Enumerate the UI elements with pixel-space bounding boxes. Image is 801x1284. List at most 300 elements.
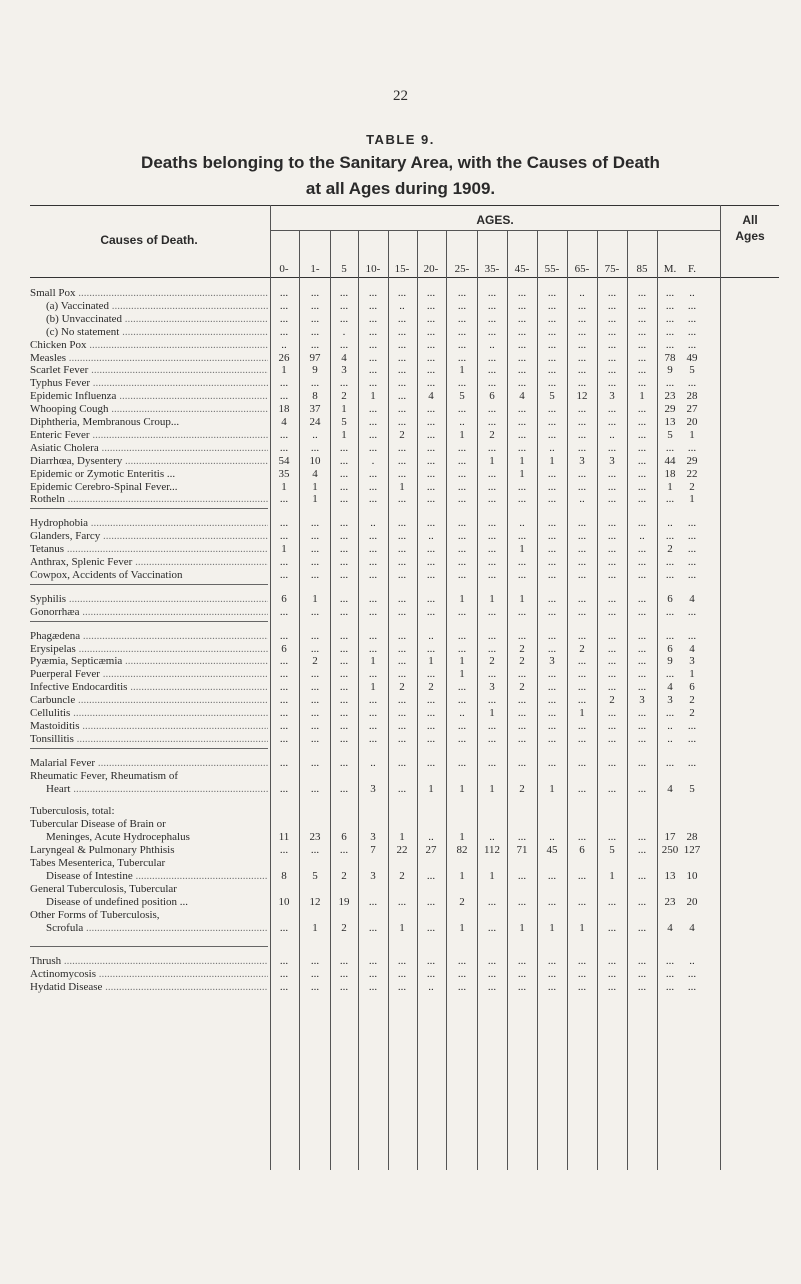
count-cell: ... (339, 694, 349, 707)
count-cell: ... (339, 668, 349, 681)
age-column-header: 5 (341, 263, 347, 275)
count-cell: 6 (667, 592, 673, 605)
count-cell: 6 (489, 390, 495, 403)
count-cell: ... (426, 364, 436, 377)
section-separator (30, 946, 268, 947)
count-cell: ... (517, 756, 527, 769)
age-column-header: 75- (604, 263, 620, 275)
count-cell: ... (547, 364, 557, 377)
count-cell: 8 (281, 869, 287, 882)
count-cell: 54 (278, 454, 290, 467)
count-cell: 1 (459, 831, 465, 844)
count-cell: ... (457, 517, 467, 530)
count-cell: ... (397, 556, 407, 568)
count-cell: ... (279, 325, 289, 338)
count-cell: ... (310, 694, 320, 707)
count-cell: 4 (689, 642, 695, 655)
count-cell: ... (687, 441, 697, 454)
count-cell: ... (368, 467, 378, 480)
count-cell: ... (397, 364, 407, 377)
count-cell: ... (368, 668, 378, 681)
count-cell: ... (339, 642, 349, 655)
table-row (30, 543, 779, 557)
count-cell: ... (368, 351, 378, 364)
count-cell: ... (637, 299, 647, 312)
count-cell: 3 (667, 694, 673, 707)
count-cell: ... (637, 681, 647, 694)
count-cell: ... (310, 968, 320, 981)
table-row (30, 455, 779, 469)
count-cell: ... (547, 287, 557, 299)
count-cell: .. (281, 338, 287, 351)
cause-label: Infective Endocarditis ..... (30, 681, 268, 693)
count-cell: ... (547, 467, 557, 480)
count-cell: 18 (664, 467, 676, 480)
count-cell: ... (517, 955, 527, 968)
count-cell: ... (547, 955, 557, 968)
count-cell: 3 (341, 364, 347, 377)
count-cell: ... (487, 629, 497, 642)
count-cell: ... (457, 299, 467, 312)
count-cell: ... (547, 299, 557, 312)
count-cell: 1 (428, 655, 434, 668)
count-cell: 3 (609, 390, 615, 403)
count-cell: ... (607, 530, 617, 543)
count-cell: 2 (667, 543, 673, 556)
count-cell: 97 (309, 351, 321, 364)
count-cell: ... (487, 543, 497, 556)
count-cell: ... (637, 895, 647, 908)
count-cell: ... (310, 707, 320, 719)
count-cell: ... (310, 517, 320, 530)
count-cell: ... (339, 517, 349, 530)
count-cell: ... (487, 694, 497, 707)
count-cell: ... (397, 441, 407, 454)
count-cell: ... (637, 480, 647, 493)
table-row (30, 442, 779, 456)
count-cell: 10 (278, 895, 290, 908)
count-cell: 5 (689, 782, 695, 795)
count-cell: ... (637, 377, 647, 390)
count-cell: ... (279, 955, 289, 968)
cause-label: Disease of Intestine ..... (30, 870, 268, 882)
cause-label: Erysipelas ..... (30, 643, 268, 655)
count-cell: 3 (579, 454, 585, 467)
count-cell: ... (487, 605, 497, 618)
table-title (60, 150, 741, 202)
count-cell: ... (665, 981, 675, 994)
cause-label: Epidemic Cerebro-Spinal Fever... (30, 480, 178, 493)
count-cell: ... (339, 707, 349, 719)
count-cell: ... (517, 493, 527, 506)
count-cell: ... (457, 719, 467, 732)
cause-label: Thrush ..... (30, 955, 268, 967)
count-cell: ... (637, 543, 647, 556)
count-cell: 18 (278, 403, 290, 416)
count-cell: .. (459, 707, 465, 719)
count-cell: ... (397, 530, 407, 543)
count-cell: ... (339, 955, 349, 968)
count-cell: ... (368, 694, 378, 707)
count-cell: 1 (549, 921, 555, 934)
count-cell: ... (517, 351, 527, 364)
table-row (30, 655, 779, 669)
count-cell: ... (547, 694, 557, 707)
count-cell: ... (637, 467, 647, 480)
count-cell: ... (547, 681, 557, 694)
count-cell: ... (607, 719, 617, 732)
table-row (30, 326, 779, 340)
age-column-header: 45- (514, 263, 530, 275)
count-cell: ... (397, 351, 407, 364)
count-cell: ... (687, 517, 697, 530)
count-cell: .. (639, 530, 645, 543)
count-cell: ... (310, 312, 320, 325)
count-cell: ... (310, 955, 320, 968)
count-cell: ... (397, 416, 407, 428)
table-row (30, 606, 779, 620)
count-cell: ... (547, 642, 557, 655)
count-cell: ... (279, 428, 289, 441)
count-cell: ... (279, 530, 289, 543)
count-cell: ... (426, 694, 436, 707)
count-cell: ... (577, 732, 587, 745)
count-cell: 1 (489, 869, 495, 882)
count-cell: ... (310, 377, 320, 390)
count-cell: 28 (686, 831, 698, 844)
count-cell: ... (577, 719, 587, 732)
causes-header: Causes of Death. (100, 233, 198, 247)
count-cell: 1 (459, 869, 465, 882)
count-cell: ... (368, 895, 378, 908)
count-cell: ... (487, 530, 497, 543)
cause-label: Cellulitis ..... (30, 707, 268, 719)
count-cell: 71 (516, 844, 528, 857)
count-cell: ... (426, 454, 436, 467)
count-cell: ... (457, 568, 467, 581)
count-cell: ... (487, 568, 497, 581)
count-cell: ... (577, 351, 587, 364)
count-cell: 2 (689, 480, 695, 493)
count-cell: ... (339, 782, 349, 795)
count-cell: ... (368, 629, 378, 642)
count-cell: 2 (399, 869, 405, 882)
count-cell: ... (577, 467, 587, 480)
count-cell: 4 (519, 390, 525, 403)
table-row (30, 694, 779, 708)
cause-label: Actinomycosis ..... (30, 968, 268, 980)
count-cell: ... (517, 568, 527, 581)
count-cell: ... (279, 517, 289, 530)
count-cell: ... (517, 364, 527, 377)
count-cell: ... (310, 441, 320, 454)
count-cell: ... (339, 454, 349, 467)
count-cell: 2 (519, 642, 525, 655)
count-cell: ... (687, 338, 697, 351)
count-cell: .. (370, 756, 376, 769)
count-cell: ... (665, 312, 675, 325)
cause-label: Scarlet Fever ..... (30, 364, 268, 376)
header-bottom-rule (30, 277, 779, 278)
count-cell: ... (339, 756, 349, 769)
table-row (30, 556, 779, 570)
count-cell: 1 (341, 403, 347, 416)
count-cell: ... (517, 377, 527, 390)
count-cell: ... (397, 325, 407, 338)
count-cell: 29 (686, 454, 698, 467)
count-cell: ... (637, 642, 647, 655)
count-cell: 5 (667, 428, 673, 441)
count-cell: ... (687, 719, 697, 732)
count-cell: 1 (667, 480, 673, 493)
count-cell: 4 (312, 467, 318, 480)
count-cell: .. (549, 441, 555, 454)
count-cell: ... (457, 351, 467, 364)
count-cell: 1 (312, 921, 318, 934)
count-cell: ... (397, 454, 407, 467)
count-cell: ... (577, 655, 587, 668)
count-cell: 1 (489, 592, 495, 605)
count-cell: ... (339, 377, 349, 390)
count-cell: ... (517, 556, 527, 568)
count-cell: ... (426, 543, 436, 556)
count-cell: ... (637, 707, 647, 719)
cause-label: Chicken Pox ..... (30, 339, 268, 351)
count-cell: ... (368, 719, 378, 732)
count-cell: ... (577, 530, 587, 543)
count-cell: ... (310, 556, 320, 568)
count-cell: 3 (639, 694, 645, 707)
count-cell: ... (457, 287, 467, 299)
count-cell: ... (310, 299, 320, 312)
count-cell: 1 (312, 480, 318, 493)
count-cell: ... (368, 955, 378, 968)
count-cell: ... (368, 287, 378, 299)
count-cell: ... (368, 732, 378, 745)
count-cell: 5 (312, 869, 318, 882)
count-cell: 29 (664, 403, 676, 416)
count-cell: ... (607, 493, 617, 506)
count-cell: 37 (309, 403, 321, 416)
count-cell: ... (607, 921, 617, 934)
count-cell: ... (426, 441, 436, 454)
count-cell: ... (279, 921, 289, 934)
count-cell: ... (577, 955, 587, 968)
count-cell: 1 (689, 493, 695, 506)
count-cell: ... (279, 441, 289, 454)
count-cell: ... (577, 325, 587, 338)
count-cell: ... (339, 493, 349, 506)
count-cell: ... (607, 668, 617, 681)
count-cell: ... (547, 556, 557, 568)
count-cell: 112 (483, 844, 501, 857)
count-cell: 1 (609, 869, 615, 882)
count-cell: ... (687, 325, 697, 338)
count-cell: ... (637, 719, 647, 732)
count-cell: ... (665, 968, 675, 981)
count-cell: 3 (549, 655, 555, 668)
table-row (30, 909, 779, 923)
count-cell: ... (457, 732, 467, 745)
count-cell: ... (547, 493, 557, 506)
count-cell: ... (517, 831, 527, 844)
count-cell: ... (665, 756, 675, 769)
count-cell: 1 (281, 543, 287, 556)
count-cell: ... (665, 629, 675, 642)
section-separator (30, 508, 268, 509)
count-cell: ... (368, 921, 378, 934)
count-cell: ... (607, 325, 617, 338)
count-cell: 1 (579, 707, 585, 719)
cause-label: Glanders, Farcy ..... (30, 530, 268, 542)
table-row (30, 429, 779, 443)
count-cell: 8 (312, 390, 318, 403)
count-cell: ... (426, 351, 436, 364)
count-cell: 2 (399, 428, 405, 441)
count-cell: 23 (664, 895, 676, 908)
count-cell: 5 (549, 390, 555, 403)
table-row (30, 364, 779, 378)
count-cell: 45 (546, 844, 558, 857)
table-row (30, 870, 779, 884)
count-cell: ... (577, 831, 587, 844)
table-row (30, 733, 779, 747)
count-cell: 9 (312, 364, 318, 377)
count-cell: ... (339, 556, 349, 568)
count-cell: ... (517, 707, 527, 719)
count-cell: ... (279, 493, 289, 506)
count-cell: ... (637, 287, 647, 299)
count-cell: ... (547, 895, 557, 908)
count-cell: ... (637, 428, 647, 441)
count-cell: 2 (609, 694, 615, 707)
count-cell: ... (607, 642, 617, 655)
count-cell: ... (339, 338, 349, 351)
count-cell: ... (637, 592, 647, 605)
count-cell: 9 (667, 364, 673, 377)
count-cell: ... (577, 756, 587, 769)
count-cell: 1 (489, 782, 495, 795)
count-cell: ... (517, 732, 527, 745)
count-cell: ... (607, 592, 617, 605)
count-cell: 2 (489, 655, 495, 668)
table-label: TABLE 9. (366, 132, 435, 147)
count-cell: ... (368, 364, 378, 377)
count-cell: 6 (281, 592, 287, 605)
count-cell: ... (637, 364, 647, 377)
count-cell: ... (426, 556, 436, 568)
count-cell: ... (487, 556, 497, 568)
count-cell: ... (577, 681, 587, 694)
count-cell: ... (397, 467, 407, 480)
count-cell: ... (279, 299, 289, 312)
count-cell: ... (279, 390, 289, 403)
table-row (30, 805, 779, 819)
count-cell: ... (397, 707, 407, 719)
count-cell: 5 (689, 364, 695, 377)
count-cell: 2 (459, 895, 465, 908)
count-cell: ... (577, 981, 587, 994)
count-cell: ... (487, 403, 497, 416)
count-cell: ... (637, 668, 647, 681)
count-cell: ... (607, 351, 617, 364)
count-cell: 6 (341, 831, 347, 844)
section-separator (30, 621, 268, 622)
count-cell: ... (547, 568, 557, 581)
count-cell: ... (487, 480, 497, 493)
count-cell: 5 (609, 844, 615, 857)
count-cell: ... (637, 955, 647, 968)
count-cell: 20 (686, 895, 698, 908)
cause-label: Mastoiditis ..... (30, 720, 268, 732)
count-cell: ... (310, 681, 320, 694)
count-cell: 23 (309, 831, 321, 844)
count-cell: 4 (689, 921, 695, 934)
count-cell: ... (279, 377, 289, 390)
count-cell: ... (397, 694, 407, 707)
count-cell: ... (426, 921, 436, 934)
count-cell: ... (279, 681, 289, 694)
count-cell: 26 (278, 351, 290, 364)
table-row (30, 720, 779, 734)
count-cell: ... (339, 844, 349, 857)
cause-label: (b) Unvaccinated ..... (30, 313, 268, 325)
count-cell: ... (637, 732, 647, 745)
count-cell: ... (310, 568, 320, 581)
count-cell: ... (487, 517, 497, 530)
count-cell: ... (517, 312, 527, 325)
cause-label: Tubercular Disease of Brain or (30, 818, 166, 831)
female-column-header: F. (688, 263, 696, 275)
count-cell: ... (637, 338, 647, 351)
count-cell: ... (607, 681, 617, 694)
table-row (30, 300, 779, 314)
count-cell: ... (547, 592, 557, 605)
count-cell: ... (368, 416, 378, 428)
cause-label: Tuberculosis, total: (30, 805, 115, 818)
count-cell: ... (339, 568, 349, 581)
count-cell: ... (607, 480, 617, 493)
count-cell: ... (397, 517, 407, 530)
count-cell: 10 (309, 454, 321, 467)
count-cell: ... (397, 377, 407, 390)
count-cell: 3 (370, 782, 376, 795)
count-cell: ... (310, 325, 320, 338)
count-cell: ... (637, 312, 647, 325)
count-cell: ... (397, 390, 407, 403)
count-cell: .. (579, 287, 585, 299)
count-cell: ... (457, 467, 467, 480)
cause-label: (a) Vaccinated ..... (30, 300, 268, 312)
count-cell: ... (339, 530, 349, 543)
count-cell: ... (607, 831, 617, 844)
count-cell: ... (310, 629, 320, 642)
count-cell: ... (517, 403, 527, 416)
cause-label: Diarrhœa, Dysentery ..... (30, 455, 268, 467)
count-cell: ... (547, 605, 557, 618)
count-cell: ... (577, 694, 587, 707)
count-cell: 44 (664, 454, 676, 467)
count-cell: .. (579, 493, 585, 506)
count-cell: ... (368, 568, 378, 581)
table-row (30, 530, 779, 544)
count-cell: 1 (519, 592, 525, 605)
count-cell: ... (457, 493, 467, 506)
count-cell: ... (368, 556, 378, 568)
count-cell: ... (547, 480, 557, 493)
count-cell: ... (339, 312, 349, 325)
count-cell: 1 (281, 480, 287, 493)
